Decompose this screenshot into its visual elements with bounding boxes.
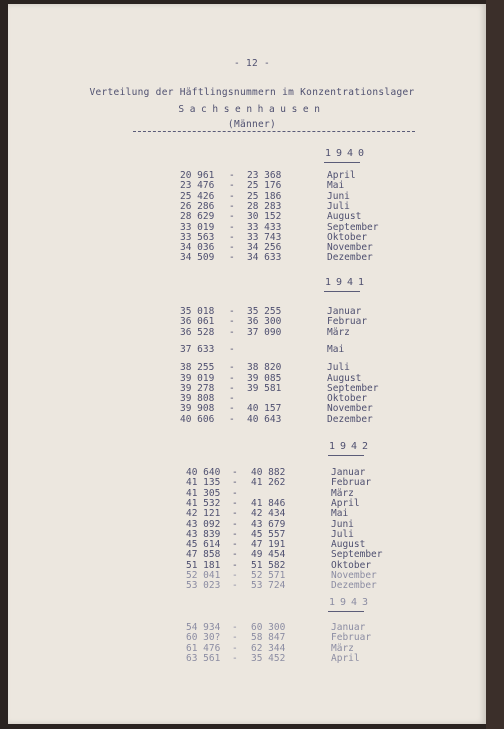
range-dash: -	[232, 539, 238, 550]
month-label: August	[327, 211, 362, 222]
range-start: 38 255	[180, 362, 215, 373]
range-end: 58 847	[251, 632, 286, 643]
range-start: 43 839	[186, 529, 221, 540]
range-end: 33 743	[247, 232, 282, 243]
month-label: März	[327, 327, 350, 338]
range-start: 60 30?	[186, 632, 221, 643]
month-label: Februar	[331, 632, 372, 643]
month-label: Mai	[327, 180, 345, 191]
range-dash: -	[232, 632, 238, 643]
range-dash: -	[229, 252, 235, 263]
month-label: Juni	[331, 519, 354, 530]
document-title: Verteilung der Häftlingsnummern im Konzentrationslager	[89, 87, 415, 98]
range-start: 52 041	[186, 570, 221, 581]
range-dash: -	[232, 529, 238, 540]
range-start: 40 606	[180, 414, 215, 425]
range-dash: -	[232, 653, 238, 664]
range-start: 61 476	[186, 643, 221, 654]
table-row	[0, 211, 504, 222]
month-label: März	[331, 643, 354, 654]
range-end: 25 186	[247, 191, 282, 202]
month-label: August	[327, 373, 362, 384]
range-start: 36 528	[180, 327, 215, 338]
range-end: 28 283	[247, 201, 282, 212]
range-end: 40 157	[247, 403, 282, 414]
range-dash: -	[229, 232, 235, 243]
month-label: Juli	[327, 362, 350, 373]
range-dash: -	[229, 316, 235, 327]
range-start: 47 858	[186, 549, 221, 560]
month-label: Mai	[331, 508, 349, 519]
table-row	[0, 580, 504, 591]
month-label: Januar	[331, 467, 366, 478]
range-dash: -	[232, 549, 238, 560]
month-label: April	[331, 498, 360, 509]
table-row	[0, 180, 504, 191]
month-label: Oktober	[327, 232, 368, 243]
month-label: Januar	[327, 306, 362, 317]
range-start: 53 023	[186, 580, 221, 591]
month-label: Dezember	[327, 252, 373, 263]
range-start: 25 426	[180, 191, 215, 202]
range-start: 39 278	[180, 383, 215, 394]
month-label: Januar	[331, 622, 366, 633]
range-end: 34 633	[247, 252, 282, 263]
range-end: 47 191	[251, 539, 286, 550]
table-row	[0, 252, 504, 263]
range-end: 33 433	[247, 222, 282, 233]
range-dash: -	[232, 560, 238, 571]
range-dash: -	[229, 180, 235, 191]
range-dash: -	[229, 414, 235, 425]
range-dash: -	[232, 519, 238, 530]
range-dash: -	[229, 306, 235, 317]
range-start: 35 018	[180, 306, 215, 317]
range-start: 33 563	[180, 232, 215, 243]
table-row	[0, 477, 504, 488]
range-dash: -	[232, 570, 238, 581]
range-start: 63 561	[186, 653, 221, 664]
table-row	[0, 653, 504, 664]
range-dash: -	[229, 242, 235, 253]
month-label: November	[327, 242, 373, 253]
range-end: 36 300	[247, 316, 282, 327]
range-start: 41 135	[186, 477, 221, 488]
range-dash: -	[229, 222, 235, 233]
range-end: 40 643	[247, 414, 282, 425]
year-heading: 1940	[325, 148, 370, 159]
range-dash: -	[232, 467, 238, 478]
year-underline	[328, 455, 364, 456]
range-start: 41 532	[186, 498, 221, 509]
range-dash: -	[229, 362, 235, 373]
year-underline	[324, 162, 360, 163]
range-start: 36 061	[180, 316, 215, 327]
month-label: Oktober	[331, 560, 372, 571]
range-dash: -	[229, 191, 235, 202]
range-start: 39 019	[180, 373, 215, 384]
month-label: November	[327, 403, 373, 414]
range-start: 26 286	[180, 201, 215, 212]
range-start: 43 092	[186, 519, 221, 530]
range-end: 35 255	[247, 306, 282, 317]
range-end: 34 256	[247, 242, 282, 253]
range-end: 37 090	[247, 327, 282, 338]
year-heading: 1942	[329, 441, 374, 452]
range-end: 53 724	[251, 580, 286, 591]
range-end: 49 454	[251, 549, 286, 560]
divider-line	[133, 131, 415, 132]
range-start: 41 305	[186, 488, 221, 499]
range-end: 23 368	[247, 170, 282, 181]
range-start: 40 640	[186, 467, 221, 478]
month-label: Mai	[327, 344, 345, 355]
month-label: März	[331, 488, 354, 499]
range-end: 40 882	[251, 467, 286, 478]
range-dash: -	[229, 327, 235, 338]
range-end: 30 152	[247, 211, 282, 222]
table-row	[0, 327, 504, 338]
month-label: September	[327, 222, 379, 233]
month-label: Februar	[327, 316, 368, 327]
range-dash: -	[229, 170, 235, 181]
range-dash: -	[229, 211, 235, 222]
range-end: 41 262	[251, 477, 286, 488]
range-end: 35 452	[251, 653, 286, 664]
range-end: 39 085	[247, 373, 282, 384]
range-end: 41 846	[251, 498, 286, 509]
table-row	[0, 508, 504, 519]
range-dash: -	[232, 488, 238, 499]
range-start: 54 934	[186, 622, 221, 633]
month-label: November	[331, 570, 377, 581]
range-dash: -	[232, 498, 238, 509]
month-label: Juli	[331, 529, 354, 540]
document-subtitle: Sachsenhausen	[178, 104, 326, 115]
range-dash: -	[232, 508, 238, 519]
range-dash: -	[232, 622, 238, 633]
range-dash: -	[229, 403, 235, 414]
range-start: 20 961	[180, 170, 215, 181]
table-row	[0, 316, 504, 327]
range-end: 45 557	[251, 529, 286, 540]
range-start: 51 181	[186, 560, 221, 571]
range-end: 39 581	[247, 383, 282, 394]
range-dash: -	[229, 201, 235, 212]
range-dash: -	[229, 344, 235, 355]
month-label: September	[327, 383, 379, 394]
month-label: Dezember	[331, 580, 377, 591]
range-dash: -	[229, 373, 235, 384]
month-label: September	[331, 549, 383, 560]
range-start: 34 036	[180, 242, 215, 253]
range-end: 52 571	[251, 570, 286, 581]
range-end: 62 344	[251, 643, 286, 654]
range-start: 45 614	[186, 539, 221, 550]
range-start: 37 633	[180, 344, 215, 355]
month-label: Oktober	[327, 393, 368, 404]
range-end: 60 300	[251, 622, 286, 633]
range-start: 23 476	[180, 180, 215, 191]
year-heading: 1941	[325, 277, 370, 288]
range-start: 34 509	[180, 252, 215, 263]
table-row	[0, 362, 504, 373]
table-row	[0, 403, 504, 414]
range-start: 39 908	[180, 403, 215, 414]
page-number: - 12 -	[233, 58, 271, 69]
month-label: Juli	[327, 201, 350, 212]
range-dash: -	[232, 580, 238, 591]
range-dash: -	[232, 477, 238, 488]
table-row	[0, 344, 504, 355]
range-end: 51 582	[251, 560, 286, 571]
range-dash: -	[229, 393, 235, 404]
range-end: 38 820	[247, 362, 282, 373]
month-label: April	[327, 170, 356, 181]
document-note: (Männer)	[227, 119, 277, 130]
year-underline	[328, 611, 364, 612]
range-end: 42 434	[251, 508, 286, 519]
month-label: Februar	[331, 477, 372, 488]
range-dash: -	[232, 643, 238, 654]
range-dash: -	[229, 383, 235, 394]
year-heading: 1943	[329, 597, 374, 608]
range-end: 43 679	[251, 519, 286, 530]
range-start: 39 808	[180, 393, 215, 404]
table-row	[0, 414, 504, 425]
month-label: April	[331, 653, 360, 664]
range-start: 28 629	[180, 211, 215, 222]
table-row	[0, 549, 504, 560]
year-underline	[324, 291, 360, 292]
range-start: 42 121	[186, 508, 221, 519]
month-label: Dezember	[327, 414, 373, 425]
table-row	[0, 632, 504, 643]
range-start: 33 019	[180, 222, 215, 233]
month-label: August	[331, 539, 366, 550]
month-label: Juni	[327, 191, 350, 202]
range-end: 25 176	[247, 180, 282, 191]
